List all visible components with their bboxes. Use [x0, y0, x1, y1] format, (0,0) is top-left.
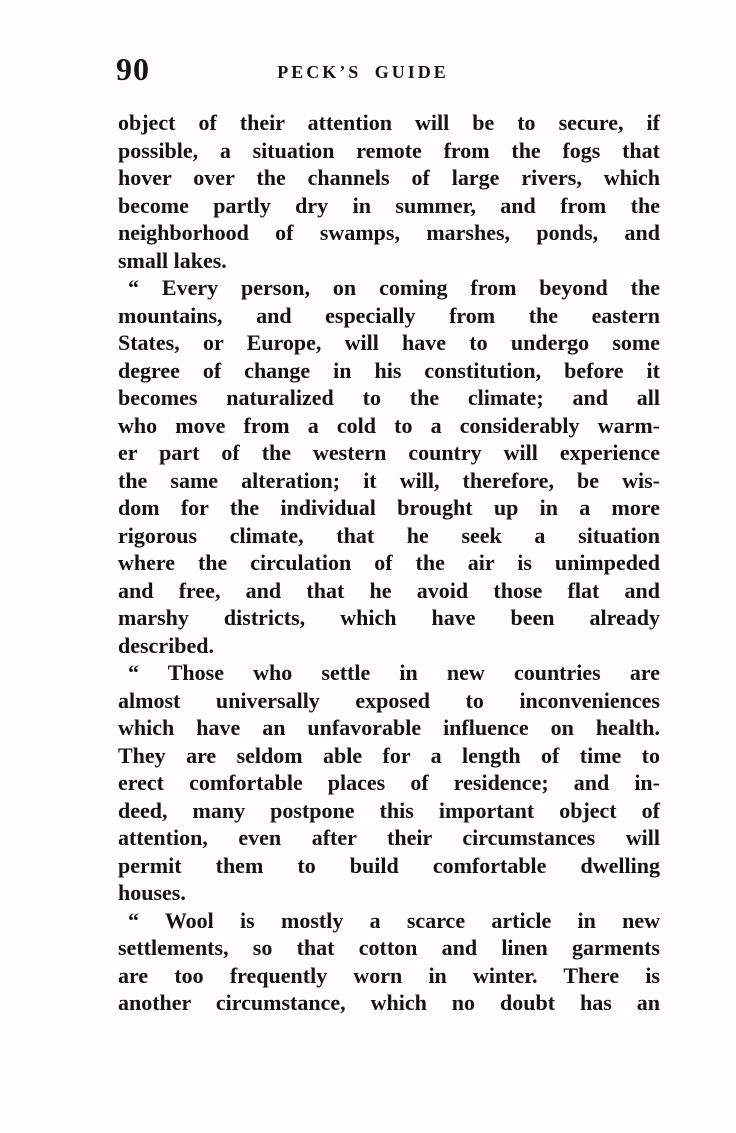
text-line: permit them to build comfortable dwelling [118, 852, 660, 878]
text-line: deed, many postpone this important object of [118, 797, 660, 823]
text-line: neighborhood of swamps, marshes, ponds, and [118, 220, 660, 245]
running-head: PECK’S GUIDE [277, 62, 449, 82]
text-line: settlements, so that cotton and linen garments [118, 935, 660, 960]
text-line: er part of the western country will experience [118, 440, 660, 465]
text-line: hover over the channels of large rivers, which [118, 165, 660, 190]
text-line: houses. [118, 880, 186, 905]
paragraph [118, 659, 660, 907]
text-line: erect comfortable places of residence; and in- [118, 770, 660, 795]
text-line: and free, and that he avoid those flat and [118, 577, 660, 603]
text-line: become partly dry in summer, and from the [118, 192, 660, 218]
text-line: almost universally exposed to inconveniences [118, 687, 660, 713]
text-line: who move from a cold to a considerably warm- [118, 412, 660, 438]
paragraph [118, 274, 660, 659]
text-line: possible, a situation remote from the fogs that [118, 137, 660, 163]
text-line: the same alteration; it will, therefore, be wis- [118, 467, 660, 493]
text-line: object of their attention will be to secure, if [118, 110, 660, 135]
text-line: described. [118, 632, 214, 658]
text-line: “ Wool is mostly a scarce article in new [128, 907, 660, 933]
text-line: small lakes. [118, 247, 227, 273]
text-line: degree of change in his constitution, before it [118, 357, 660, 383]
text-line: which have an unfavorable influence on health. [118, 715, 660, 740]
text-line: rigorous climate, that he seek a situation [118, 522, 660, 548]
text-line: becomes naturalized to the climate; and all [118, 385, 660, 410]
paragraph [118, 907, 660, 1017]
text-line: “ Those who settle in new countries are [128, 660, 660, 685]
text-line: are too frequently worn in winter. There is [118, 962, 660, 988]
text-line: States, or Europe, will have to undergo some [118, 330, 660, 355]
text-line: marshy districts, which have been already [118, 605, 660, 630]
paragraph [118, 109, 660, 274]
text-line: “ Every person, on coming from beyond the [128, 275, 660, 300]
text-line: They are seldom able for a length of time to [118, 742, 660, 768]
text-line: another circumstance, which no doubt has an [118, 990, 660, 1015]
text-line: where the circulation of the air is unimpeded [118, 550, 660, 575]
text-line: dom for the individual brought up in a more [118, 495, 660, 520]
text-line: attention, even after their circumstances will [118, 825, 660, 850]
text-block [118, 109, 660, 1017]
text-line: mountains, and especially from the eastern [118, 302, 660, 328]
page-number: 90 [116, 51, 150, 87]
